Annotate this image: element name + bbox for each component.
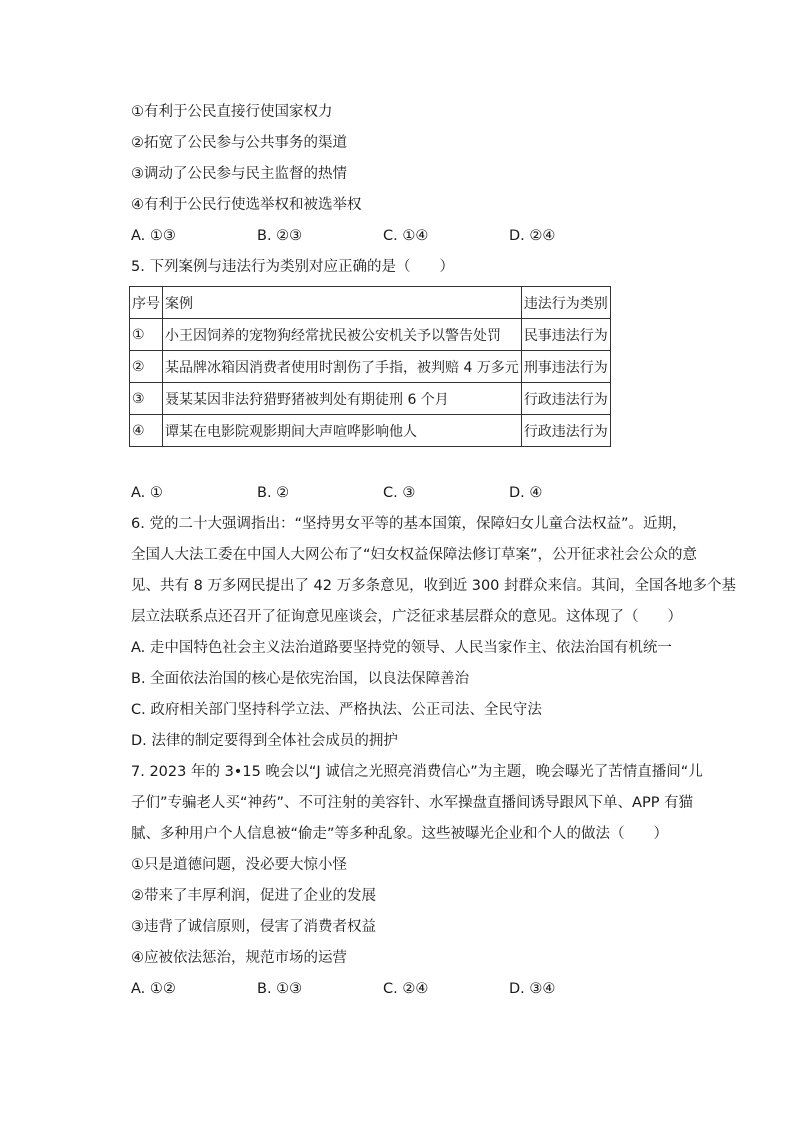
q7-stem (131, 760, 703, 846)
table-cell: ② (130, 351, 163, 383)
table-header-cell: 违法行为类别 (521, 287, 610, 319)
table-cell: ④ (130, 415, 163, 447)
q6-option-c: C. 政府相关部门坚持科学立法、严格执法、公正司法、全民守法 (131, 702, 542, 718)
table-cell: 刑事违法行为 (521, 351, 610, 383)
q6-stem-line: 6. 党的二十大强调指出：“坚持男女平等的基本国策，保障妇女儿童合法权益”。近期， (131, 516, 687, 532)
q6-options (131, 636, 671, 753)
q6-option-a: A. 走中国特色社会主义法治道路要坚持党的领导、人民当家作主、依法治国有机统一 (131, 640, 672, 656)
q5-table (129, 286, 611, 447)
q7-item: ③违背了诚信原则，侵害了消费者权益 (131, 919, 376, 935)
q5-options (131, 481, 671, 505)
q5-stem: 5. 下列案例与违法行为类别对应正确的是（ ） (131, 259, 454, 275)
q5-option-d: D. ④ (509, 485, 543, 501)
spacer (131, 447, 671, 481)
q6-stem-line: 层立法联系点还召开了征询意见座谈会，广泛征求基层群众的意见。这体现了（ ） (131, 609, 682, 625)
q5-option-c: C. ③ (383, 485, 416, 501)
table-cell: 某品牌冰箱因消费者使用时割伤了手指，被判赔 4 万多元 (163, 351, 522, 383)
table-cell: 行政违法行为 (521, 415, 610, 447)
q4-items (131, 100, 671, 217)
table-row (130, 383, 611, 415)
table-row (130, 319, 611, 351)
q4-item: ③调动了公民参与民主监督的热情 (131, 166, 347, 182)
q4-item: ④有利于公民行使选举权和被选举权 (131, 197, 362, 213)
q7-stem-line: 7. 2023 年的 3•15 晚会以“J 诚信之光照亮消费信心”为主题，晚会曝光了苦情直播间“儿 (131, 764, 703, 780)
q7-option-d: D. ③④ (509, 981, 556, 997)
q4-option-a: A. ①③ (131, 228, 176, 244)
q7-option-c: C. ②④ (383, 981, 429, 997)
q5-option-b: B. ② (257, 485, 290, 501)
q7-options (131, 977, 671, 1001)
table-row (130, 415, 611, 447)
q5-option-a: A. ① (131, 485, 163, 501)
table-row (130, 351, 611, 383)
q4-item: ①有利于公民直接行使国家权力 (131, 104, 333, 120)
q7-option-a: A. ①② (131, 981, 176, 997)
q4-option-c: C. ①④ (383, 228, 429, 244)
table-header-cell: 序号 (130, 287, 163, 319)
q7-items (131, 853, 671, 970)
q6-option-d: D. 法律的制定要得到全体社会成员的拥护 (131, 733, 398, 749)
table-cell: 小王因饲养的宠物狗经常扰民被公安机关予以警告处罚 (163, 319, 522, 351)
q6-stem-line: 全国人大法工委在中国人大网公布了“妇女权益保障法修订草案”，公开征求社会公众的意 (131, 547, 698, 563)
table-cell: 谭某在电影院观影期间大声喧哗影响他人 (163, 415, 522, 447)
table-cell: 民事违法行为 (521, 319, 610, 351)
q7-option-b: B. ①③ (257, 981, 303, 997)
q7-item: ④应被依法惩治，规范市场的运营 (131, 950, 347, 966)
q7-item: ①只是道德问题，没必要大惊小怪 (131, 857, 347, 873)
table-cell: 聂某某因非法狩猎野猪被判处有期徒刑 6 个月 (163, 383, 522, 415)
q7-item: ②带来了丰厚利润，促进了企业的发展 (131, 888, 376, 904)
q6-option-b: B. 全面依法治国的核心是依宪治国，以良法保障善治 (131, 671, 470, 687)
q4-options (131, 224, 671, 248)
table-header-cell: 案例 (163, 287, 522, 319)
q4-option-d: D. ②④ (509, 228, 556, 244)
table-cell: ③ (130, 383, 163, 415)
table-cell: ① (130, 319, 163, 351)
table-header-row (130, 287, 611, 319)
q4-option-b: B. ②③ (257, 228, 303, 244)
q7-stem-line: 子们”专骗老人买“神药”、不可注射的美容针、水军操盘直播间诱导跟风下单、APP 有猫 (131, 795, 694, 811)
q4-item: ②拓宽了公民参与公共事务的渠道 (131, 135, 347, 151)
exam-page (131, 100, 737, 1008)
q6-stem-line: 见、共有 8 万多网民提出了 42 万多条意见，收到近 300 封群众来信。其间，全国各地多个基 (131, 578, 737, 594)
q7-stem-line: 腻、多种用户个人信息被“偷走”等多种乱象。这些被曝光企业和个人的做法（ ） (131, 826, 669, 842)
q6-stem (131, 512, 737, 629)
table-cell: 行政违法行为 (521, 383, 610, 415)
